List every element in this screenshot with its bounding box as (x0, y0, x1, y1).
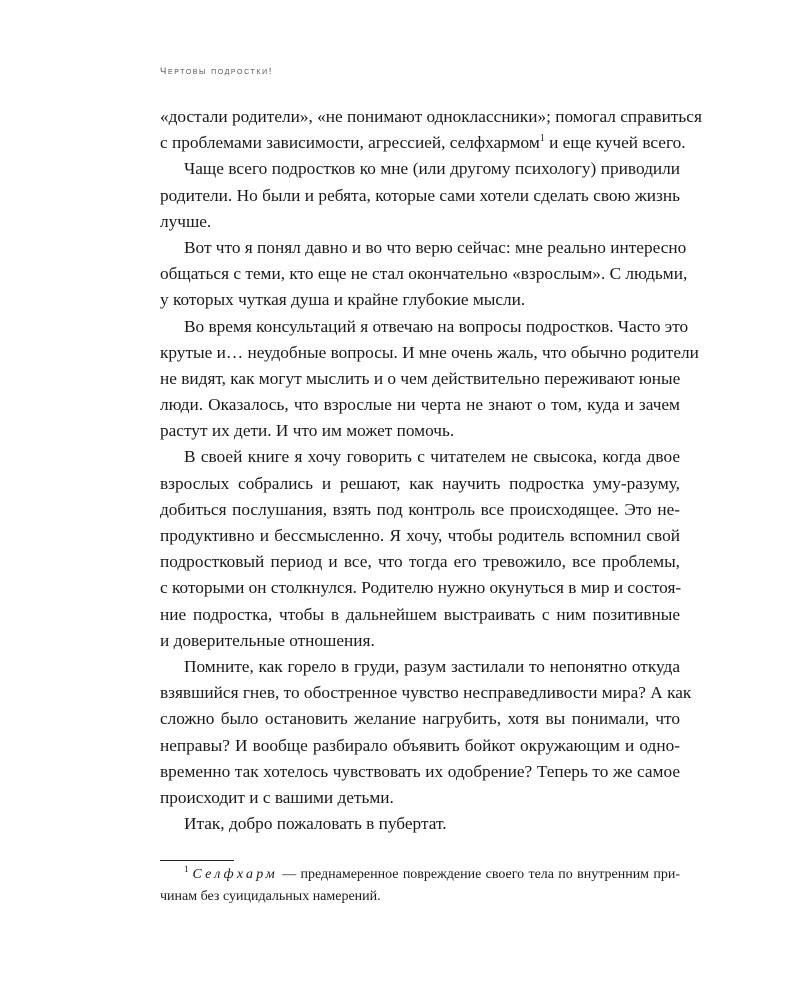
text-line: крутые и… неудобные вопросы. И мне очень жаль, что обычно родители (160, 342, 699, 362)
text-line: неправы? И вообще разбирало объявить бойкот окружающим и одно- (160, 735, 680, 755)
text-line: происходит и с вашими детьми. (160, 787, 394, 807)
running-head-title: ертовы подростки! (167, 66, 273, 77)
footnote-reference: 1 (539, 133, 545, 145)
text-line: добиться послушания, взять под контроль все происходящее. Это не- (160, 499, 680, 519)
text-line: у которых чуткая душа и крайне глубокие мысли. (160, 290, 526, 310)
text-line: взрослых собрались и решают, как научить подростка уму-разуму, (160, 473, 680, 493)
text-line: не видят, как могут мыслить и о чем действительно переживают юные (160, 368, 681, 388)
footnote-line: чинам без суицидальных намерений. (160, 889, 381, 904)
text-line: продуктивно и бессмысленно. Я хочу, чтобы родитель вспомнил свой (160, 526, 680, 545)
text-line: сложно было остановить желание нагрубить, хотя вы понимали, что (160, 709, 680, 729)
text-fragment: и еще кучей всего. (549, 133, 686, 153)
text-line: Чаще всего подростков ко мне (или другому психологу) приводили (184, 159, 680, 179)
text-line: Итак, добро пожаловать в пубертат. (184, 814, 447, 834)
footnote-divider (160, 860, 234, 861)
footnote-term: Селфхарм (192, 867, 278, 882)
text-line: с которыми он столкнулся. Родителю нужно окунуться в мир и состоя- (160, 578, 682, 598)
text-line: Помните, как горело в груди, разум застилали то непонятно откуда (184, 656, 680, 676)
footnote-definition: — преднамеренное повреждение своего тела по внутренним при- (277, 867, 680, 882)
text-line: В своей книге я хочу говорить с читателем не свысока, когда двое (184, 447, 680, 467)
body-text (160, 104, 702, 837)
text-line: взявшийся гнев, то обостренное чувство несправедливости мира? А как (160, 683, 692, 703)
text-line: люди. Оказалось, что взрослые ни черта не знают о том, куда и зачем (160, 395, 680, 415)
text-line: временно так хотелось чувствовать их одобрение? Теперь то же самое (160, 761, 680, 781)
running-head-initial: Ч (160, 66, 168, 77)
text-line: родители. Но были и ребята, которые сами хотели сделать свою жизнь (160, 185, 680, 205)
text-line: Во время консультаций я отвечаю на вопросы подростков. Часто это (184, 316, 689, 336)
text-line: ние подростка, чтобы в дальнейшем выстраивать с ним позитивные (160, 604, 680, 624)
text-line: подростковый период и все, что тогда его тревожило, все проблемы, (160, 552, 680, 572)
footnote-line (160, 864, 680, 886)
running-head (160, 66, 273, 77)
text-fragment: с проблемами зависимости, агрессией, селфхармом (160, 133, 540, 153)
text-line: и доверительные отношения. (160, 630, 375, 650)
footnote-number: 1 (184, 864, 189, 875)
text-line: лучше. (160, 211, 212, 231)
text-line: Вот что я понял давно и во что верю сейчас: мне реально интересно (184, 237, 687, 257)
text-line: общаться с теми, кто еще не стал окончательно «взрослым». С людьми, (160, 264, 688, 284)
text-line: «достали родители», «не понимают одноклассники»; помогал справиться (160, 107, 702, 126)
footnote (160, 864, 680, 908)
text-line: растут их дети. И что им может помочь. (160, 421, 455, 441)
text-line (160, 130, 686, 156)
